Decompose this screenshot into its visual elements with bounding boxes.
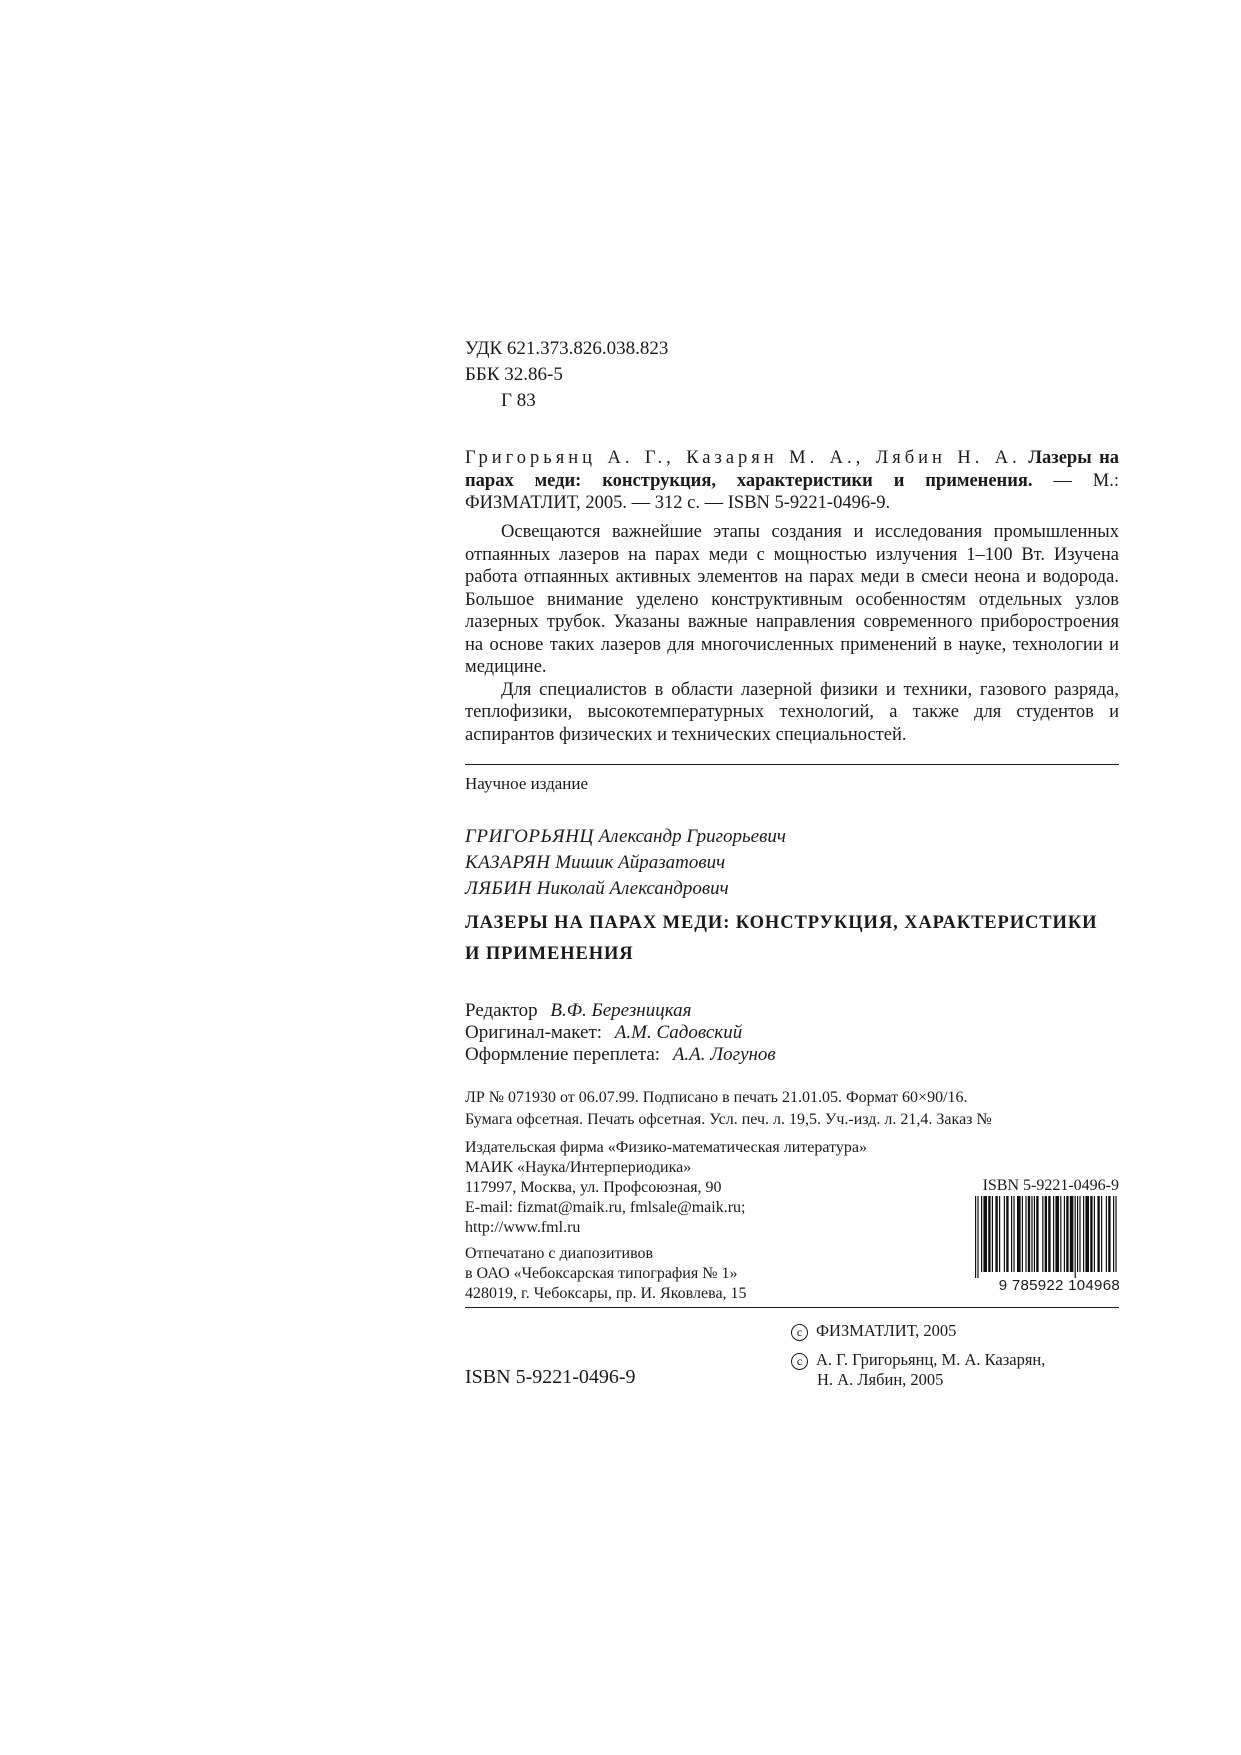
- biblio-authors: Григорьянц А. Г., Казарян М. А., Лябин Н. А.: [465, 448, 1021, 468]
- barcode-bar: [1064, 1196, 1065, 1272]
- isbn-main: ISBN 5-9221-0496-9: [465, 1366, 636, 1388]
- publisher-info: [465, 1138, 867, 1238]
- credit-line: [465, 1022, 776, 1044]
- author-last-name: ГРИГОРЬЯНЦ: [465, 826, 594, 847]
- barcode-bar: [1053, 1196, 1054, 1272]
- divider: [465, 1307, 1119, 1308]
- publisher-line: E-mail: fizmat@maik.ru, fmlsale@maik.ru;: [465, 1199, 746, 1216]
- barcode-bar: [1079, 1196, 1080, 1272]
- author-line: [465, 876, 786, 902]
- barcode-bar: [981, 1196, 982, 1272]
- copyright-icon: c: [791, 1324, 808, 1341]
- credit-role: Оформление переплета:: [465, 1044, 661, 1065]
- barcode-icon: [974, 1196, 1120, 1278]
- author-first-name: Александр Григорьевич: [598, 826, 786, 847]
- book-title: [465, 908, 1125, 970]
- printing-line: Отпечатано с диапозитивов: [465, 1245, 654, 1262]
- barcode-bar: [1013, 1196, 1014, 1272]
- barcode-bar: [1075, 1196, 1076, 1278]
- barcode-bar: [1108, 1196, 1110, 1272]
- barcode-bar: [1011, 1196, 1012, 1272]
- barcode-bar: [1066, 1196, 1068, 1272]
- publisher-line: 117997, Москва, ул. Профсоюзная, 90: [465, 1179, 722, 1196]
- bibliographic-record: [465, 447, 1119, 515]
- barcode-bar: [1048, 1196, 1050, 1272]
- printing-line: 428019, г. Чебоксары, пр. И. Яковлева, 15: [465, 1285, 747, 1302]
- edition-type: Научное издание: [465, 774, 589, 793]
- annotation-paragraph: Для специалистов в области лазерной физики и техники, газового разряда, теплофизики, высокотемпературных технологий, а также для студентов и аспирантов физических и технических специальностей.: [465, 679, 1119, 745]
- barcode-bar: [992, 1196, 993, 1272]
- barcode-bar: [1034, 1196, 1035, 1272]
- barcode-bar: [1106, 1196, 1107, 1272]
- barcode-bar: [1004, 1196, 1005, 1272]
- license-line: ЛР № 071930 от 06.07.99. Подписано в печать 21.01.05. Формат 60×90/16.: [465, 1089, 968, 1106]
- book-title-line: ЛАЗЕРЫ НА ПАРАХ МЕДИ: КОНСТРУКЦИЯ, ХАРАКТЕРИСТИКИ: [465, 913, 1098, 933]
- barcode-bar: [1101, 1196, 1102, 1272]
- copyright-icon: c: [791, 1353, 808, 1370]
- annotation: [465, 521, 1119, 746]
- barcode-bar: [1060, 1196, 1061, 1272]
- biblio-title: Лазеры на парах меди: конструкция, характеристики и применения.: [465, 448, 1119, 491]
- divider: [465, 764, 1119, 765]
- barcode-digits: 9 785922 104968: [998, 1277, 1120, 1294]
- author-line: [465, 850, 786, 876]
- classification-codes: [465, 336, 668, 414]
- barcode-bar: [1077, 1196, 1078, 1272]
- barcode-bar: [1045, 1196, 1047, 1272]
- credit-line: [465, 1044, 776, 1066]
- credit-name: А.А. Логунов: [672, 1044, 776, 1065]
- barcode-bar: [1028, 1196, 1030, 1272]
- credits: [465, 1000, 776, 1066]
- barcode-bar: [1031, 1196, 1032, 1272]
- barcode-bar: [1070, 1196, 1074, 1272]
- copyright-text: ФИЗМАТЛИТ, 2005: [816, 1321, 957, 1340]
- barcode-bar: [1085, 1196, 1089, 1272]
- authors-list: [465, 824, 786, 902]
- print-license: [465, 1087, 1125, 1131]
- barcode-bar: [1083, 1196, 1084, 1272]
- barcode-bar: [1042, 1196, 1043, 1272]
- barcode-bar: [1055, 1196, 1059, 1272]
- copyright-authors: [791, 1350, 1045, 1390]
- credit-name: А.М. Садовский: [614, 1022, 743, 1043]
- barcode-bar: [1017, 1196, 1021, 1272]
- barcode-bar: [1113, 1196, 1114, 1272]
- copyright-publisher: [791, 1321, 956, 1341]
- barcode-bar: [1006, 1196, 1008, 1272]
- credit-role: Оригинал-макет:: [465, 1022, 603, 1043]
- biblio-rest: — М.: ФИЗМАТЛИТ, 2005. — 312 с. — ISBN 5-9221-0496-9.: [465, 470, 1120, 513]
- barcode-bar: [1022, 1196, 1023, 1272]
- copyright-text: А. Г. Григорьянц, М. А. Казарян,: [816, 1350, 1046, 1369]
- credit-role: Редактор: [465, 1000, 538, 1021]
- printing-info: [465, 1244, 747, 1304]
- publisher-line: Издательская фирма «Физико-математическая литература»: [465, 1139, 867, 1156]
- author-last-name: ЛЯБИН: [465, 878, 533, 899]
- barcode-bar: [1090, 1196, 1092, 1272]
- barcode-bar: [1025, 1196, 1026, 1272]
- barcode-bar: [1115, 1196, 1116, 1272]
- barcode-bar: [977, 1196, 978, 1278]
- barcode-bar: [995, 1196, 997, 1272]
- barcode-bar: [1097, 1196, 1099, 1272]
- printing-line: в ОАО «Чебоксарская типография № 1»: [465, 1265, 738, 1282]
- author-first-name: Мишик Айразатович: [555, 852, 726, 873]
- author-mark: Г 83: [501, 390, 536, 411]
- barcode-bar: [1094, 1196, 1095, 1272]
- bbk-code: ББК 32.86-5: [465, 364, 563, 385]
- barcode-bar: [975, 1196, 976, 1278]
- copyright-text: Н. А. Лябин, 2005: [817, 1370, 944, 1389]
- credit-line: [465, 1000, 776, 1022]
- author-first-name: Николай Александрович: [536, 878, 729, 899]
- publisher-line: http://www.fml.ru: [465, 1219, 581, 1236]
- udk-code: УДК 621.373.826.038.823: [465, 338, 669, 359]
- annotation-paragraph: Освещаются важнейшие этапы создания и исследования промышленных отпаянных лазеров на парах меди с мощностью излучения 1–100 Вт. Изучена работа отпаянных активных элементов на парах меди в смеси неона и водорода. Большое внимание уделено конструктивным особенностям отдельных узлов лазерных трубок. Указаны важные направления современного приборостроения на основе таких лазеров для многочисленных применений в науке, технологии и медицине.: [465, 522, 1119, 677]
- author-line: [465, 824, 786, 850]
- barcode-bar: [999, 1196, 1000, 1272]
- license-line: Бумага офсетная. Печать офсетная. Усл. печ. л. 19,5. Уч.-изд. л. 21,4. Заказ №: [465, 1111, 992, 1128]
- barcode-bar: [983, 1196, 987, 1272]
- book-title-line: И ПРИМЕНЕНИЯ: [465, 944, 634, 964]
- publisher-line: МАИК «Наука/Интерпериодика»: [465, 1159, 692, 1176]
- author-last-name: КАЗАРЯН: [465, 852, 551, 873]
- barcode-bar: [1036, 1196, 1038, 1272]
- barcode-isbn: ISBN 5-9221-0496-9: [982, 1177, 1119, 1194]
- credit-name: В.Ф. Березницкая: [550, 1000, 692, 1021]
- barcode-bar: [988, 1196, 990, 1272]
